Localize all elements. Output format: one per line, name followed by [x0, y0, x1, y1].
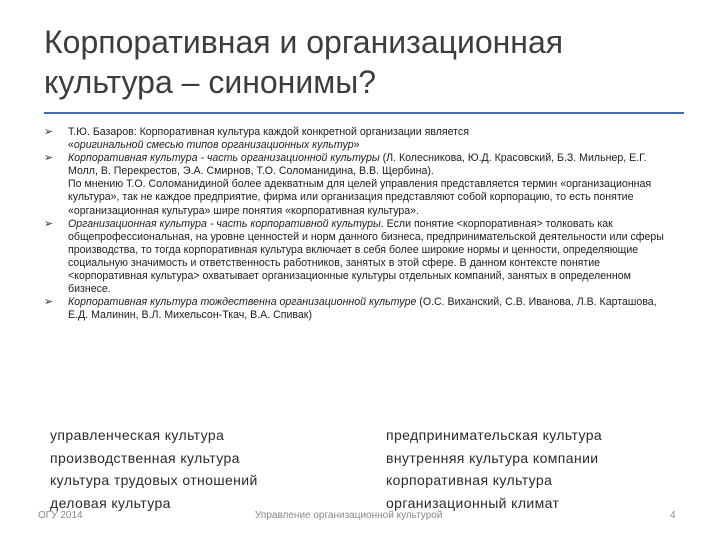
bullet-item: [44, 152, 676, 217]
page-number: 4: [670, 510, 676, 521]
arrow-bullet-icon: ➢: [44, 152, 54, 165]
bullet-text: . Если понятие <корпоративная> толковать как общепрофессиональная, на уровне ценностей и норм данного бизнеса, предпринимательской деятельности или сферы производства, то тогда корпоративная культура включает в себя более широкие нормы и ценности, определяющие социальную значимость и ответственность работников, занятых в этой сфере. В данном контексте понятие <корпоративная культура> охватывает организационные культуры отдельных компаний, занятых в определенном бизнесе.: [68, 217, 664, 296]
culture-type-item: производственная культура: [50, 449, 240, 466]
slide-title: [44, 22, 684, 102]
title-line-2: культура – синонимы?: [44, 64, 377, 100]
culture-type-item: деловая культура: [50, 494, 171, 511]
bullet-item: [44, 218, 676, 297]
culture-type-item: предпринимательская культура: [386, 427, 603, 443]
culture-type-item: корпоративная культура: [386, 472, 553, 488]
footer-org-year: ОГУ 2014: [38, 510, 83, 521]
bullet-text: »: [353, 139, 360, 152]
bullet-list: [44, 126, 676, 322]
culture-type-item: организационный климат: [386, 494, 560, 511]
arrow-bullet-icon: ➢: [44, 296, 54, 309]
title-divider: [44, 112, 684, 114]
bullet-text: (О.С. Виханский, С.В. Иванова, Л.В. Карташова, Е.Д. Малинин, В.Л. Михельсон-Ткач, В.А. Спивак): [68, 296, 657, 322]
left-column: [50, 424, 258, 514]
bullet-italic-text: Организационная культура - часть корпоративной культуры: [68, 217, 381, 230]
bullet-italic-text: оригинальной смесью типов организационных культур: [73, 139, 354, 152]
culture-type-item: внутренняя культура компании: [386, 449, 599, 466]
bullet-item: [44, 126, 676, 152]
right-column: [386, 424, 602, 514]
arrow-bullet-icon: ➢: [44, 126, 54, 138]
bullet-italic-text: Корпоративная культура - часть организационной культуры: [68, 152, 380, 165]
bullet-paragraph: По мнению Т.О. Соломанидиной более адекватным для целей управления представляется термин «организационная культура», так не каждое предприятие, фирма или организация представляют собой корпорацию, то есть понятие «организационная культура» шире понятия «корпоративная культура».: [68, 178, 652, 217]
arrow-bullet-icon: ➢: [44, 217, 54, 230]
bullet-text: (Л. Колесникова, Ю.Д. Красовский, Б.З. Мильнер, Е.Г. Молл, В. Перекрестов, Э.А. Смирнов, Т.О. Соломанидина, В.В. Щербина).: [68, 152, 647, 178]
culture-type-item: управленческая культура: [50, 427, 225, 443]
culture-type-item: культура трудовых отношений: [50, 472, 258, 488]
title-line-1: Корпоративная и организационная: [44, 24, 564, 60]
bullet-item: [44, 296, 676, 322]
bullet-italic-text: Корпоративная культура тождественна организационной культуре: [68, 296, 417, 309]
footer-course-title: Управление организационной культурой: [255, 510, 443, 521]
bullet-text: «: [68, 139, 74, 152]
bullet-text: Т.Ю. Базаров: Корпоративная культура каждой конкретной организации является: [68, 126, 469, 138]
